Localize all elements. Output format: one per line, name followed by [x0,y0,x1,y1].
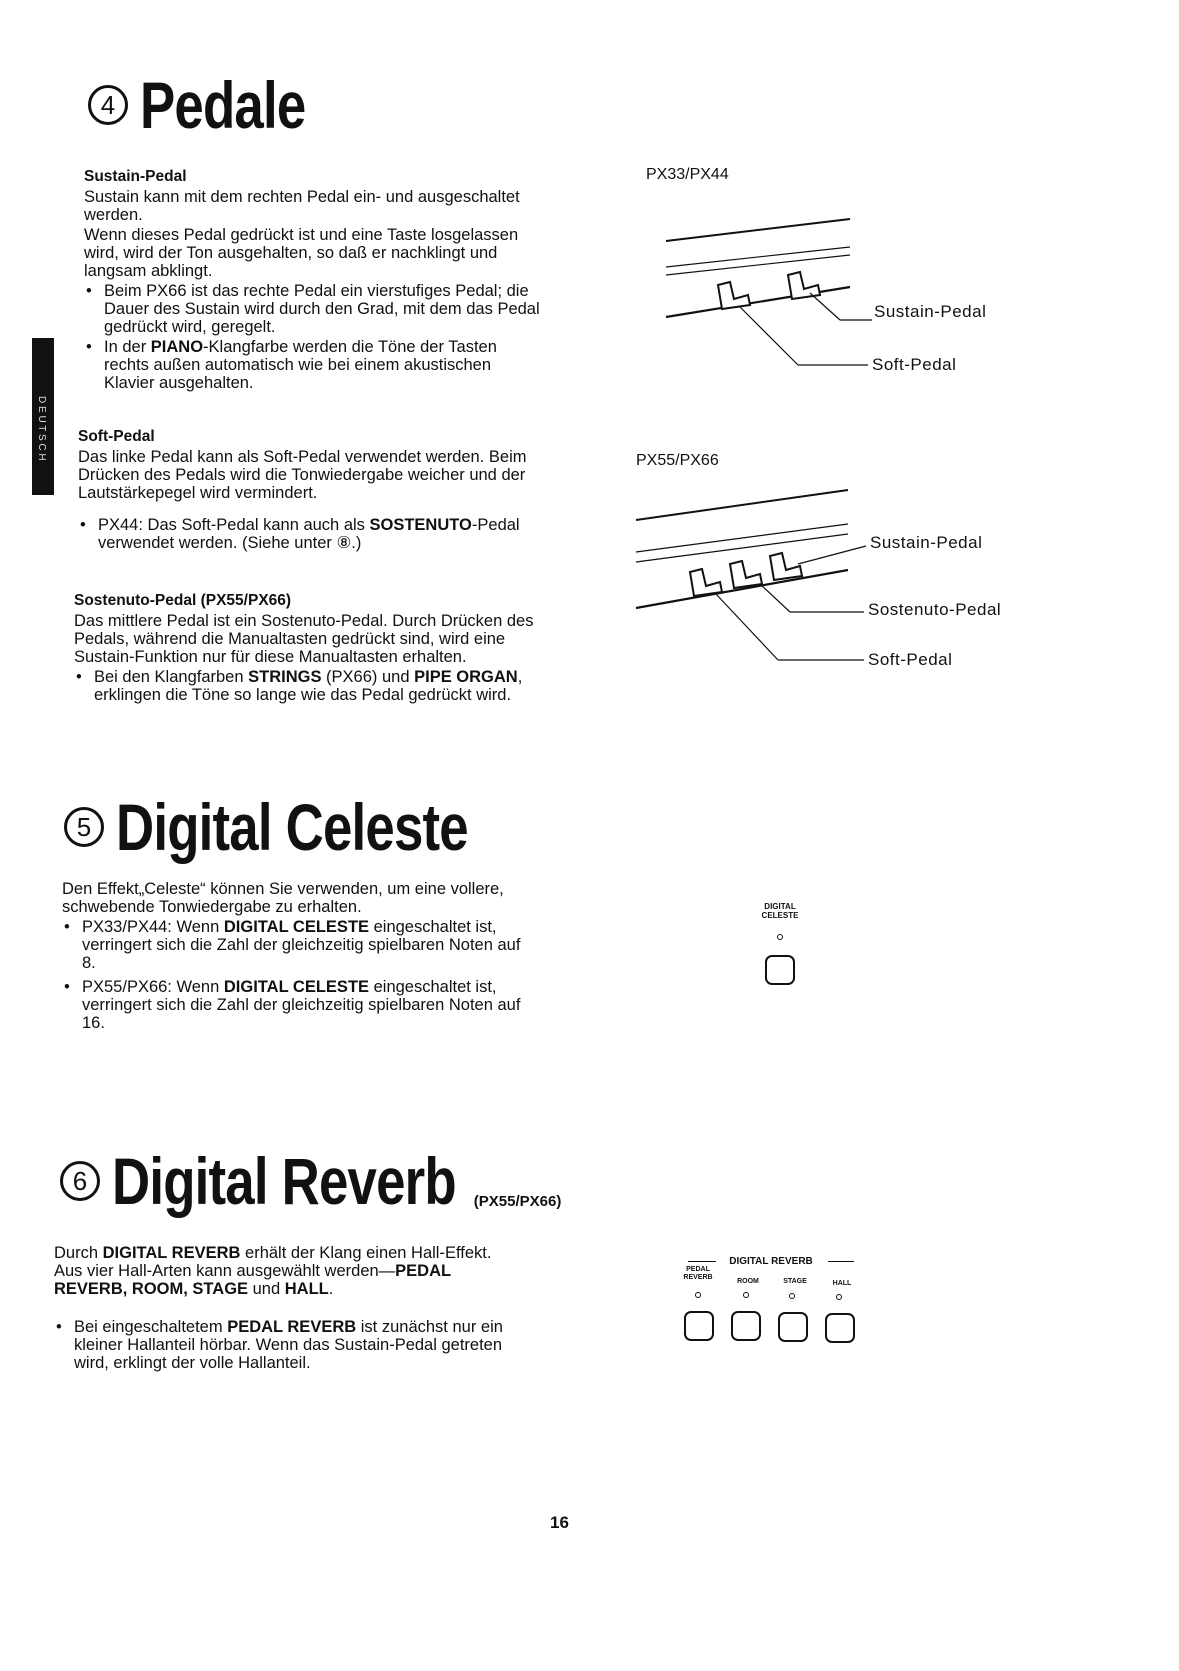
bullet-item: • PX44: Das Soft-Pedal kann auch als SOSTENUTO-Pedal verwendet werden. (Siehe unter ⑧.) [78,516,540,552]
led-hall [836,1294,842,1300]
pedale-text [84,168,546,394]
led-stage [789,1293,795,1299]
pedal-diagram-two [660,205,880,385]
pedal-diagram-three [630,480,870,680]
subheading-sustain: Sustain-Pedal [84,168,187,185]
reverb-text [54,1244,516,1374]
digital-celeste-button[interactable] [765,955,795,985]
bullet-item: • PX55/PX66: Wenn DIGITAL CELESTE eingeschaltet ist, verringert sich die Zahl der gleichzeitig spielbaren Noten auf 16. [62,978,524,1032]
section-heading-reverb [60,1144,562,1218]
paragraph: Durch DIGITAL REVERB erhält der Klang einen Hall-Effekt. Aus vier Hall-Arten kann ausgewählt werden—PEDAL REVERB, ROOM, STAGE und HALL. [54,1244,492,1298]
bullet-item: • In der PIANO-Klangfarbe werden die Töne der Tasten rechts außen automatisch wie bei einem akustischen Klavier ausgehalten. [84,338,546,392]
page-number: 16 [550,1513,569,1532]
section-number: 4 [88,85,128,125]
button-label-hall: HALL [832,1280,852,1287]
subheading-soft: Soft-Pedal [78,428,155,445]
panel-rule-left [688,1261,716,1262]
paragraph: Sustain kann mit dem rechten Pedal ein- und ausgeschaltet werden. [84,188,520,224]
section-title: Digital Reverb [112,1144,456,1218]
bullet-item: • Beim PX66 ist das rechte Pedal ein vierstufiges Pedal; die Dauer des Sustain wird durch den Grad, mit dem das Pedal gedrückt wird, geregelt. [84,282,546,336]
paragraph: Den Effekt„Celeste“ können Sie verwenden, um eine vollere, schwebende Tonwiedergabe zu erhalten. [62,880,504,916]
sostenuto-text [74,592,536,706]
section-heading-pedale [88,68,347,142]
led-room [743,1292,749,1298]
label-sostenuto-pedal: Sostenuto-Pedal [868,600,1002,619]
language-tab [32,338,54,495]
label-soft-pedal: Soft-Pedal [872,355,957,374]
led-pedal-reverb [695,1292,701,1298]
label-sustain-pedal: Sustain-Pedal [870,533,983,552]
section-heading-celeste [64,790,556,864]
section-title: Pedale [140,68,306,142]
section-number: 6 [60,1161,100,1201]
button-label-stage: STAGE [783,1278,807,1285]
hall-button[interactable] [825,1313,855,1343]
button-label-room: ROOM [737,1278,759,1285]
paragraph: Wenn dieses Pedal gedrückt ist und eine Taste losgelassen wird, wird der Ton ausgehalten, so daß er nachklingt und langsam abklingt. [84,226,519,280]
section-title: Digital Celeste [116,790,468,864]
panel-rule-right [828,1261,854,1262]
section-number: 5 [64,807,104,847]
language-tab-label: D E U T S C H [36,395,47,461]
bullet-item: • Bei den Klangfarben STRINGS (PX66) und PIPE ORGAN, erklingen die Töne so lange wie das Pedal gedrückt wird. [74,668,536,704]
section-title-suffix: (PX55/PX66) [473,1192,562,1210]
bullet-item: • Bei eingeschaltetem PEDAL REVERB ist zunächst nur ein kleiner Hallanteil hörbar. Wenn das Sustain-Pedal getreten wird, erklingt der volle Hallanteil. [54,1318,516,1372]
pedal-reverb-button[interactable] [684,1311,714,1341]
label-sustain-pedal: Sustain-Pedal [874,302,987,321]
subheading-sostenuto: Sostenuto-Pedal (PX55/PX66) [74,592,292,609]
paragraph: Das mittlere Pedal ist ein Sostenuto-Pedal. Durch Drücken des Pedals, während die Manualtasten gedrückt sind, wird eine Sustain-Funktion nur für diese Manualtasten erhalten. [74,612,534,666]
room-button[interactable] [731,1311,761,1341]
label-soft-pedal: Soft-Pedal [868,650,953,669]
celeste-led [777,934,783,940]
celeste-panel-label: DIGITAL CELESTE [761,902,799,920]
paragraph: Das linke Pedal kann als Soft-Pedal verwendet werden. Beim Drücken des Pedals wird die Tonwiedergabe weicher und der Lautstärkepegel wird vermindert. [78,448,527,502]
button-label-pedal-reverb: PEDAL REVERB [683,1266,713,1281]
bullet-item: • PX33/PX44: Wenn DIGITAL CELESTE eingeschaltet ist, verringert sich die Zahl der gleichzeitig spielbaren Noten auf 8. [62,918,524,972]
reverb-panel-title: DIGITAL REVERB [729,1256,813,1267]
stage-button[interactable] [778,1312,808,1342]
diagram-model-label: PX33/PX44 [646,166,729,183]
soft-pedal-text [78,428,540,554]
diagram-model-label: PX55/PX66 [636,452,719,469]
celeste-text [62,880,524,1034]
